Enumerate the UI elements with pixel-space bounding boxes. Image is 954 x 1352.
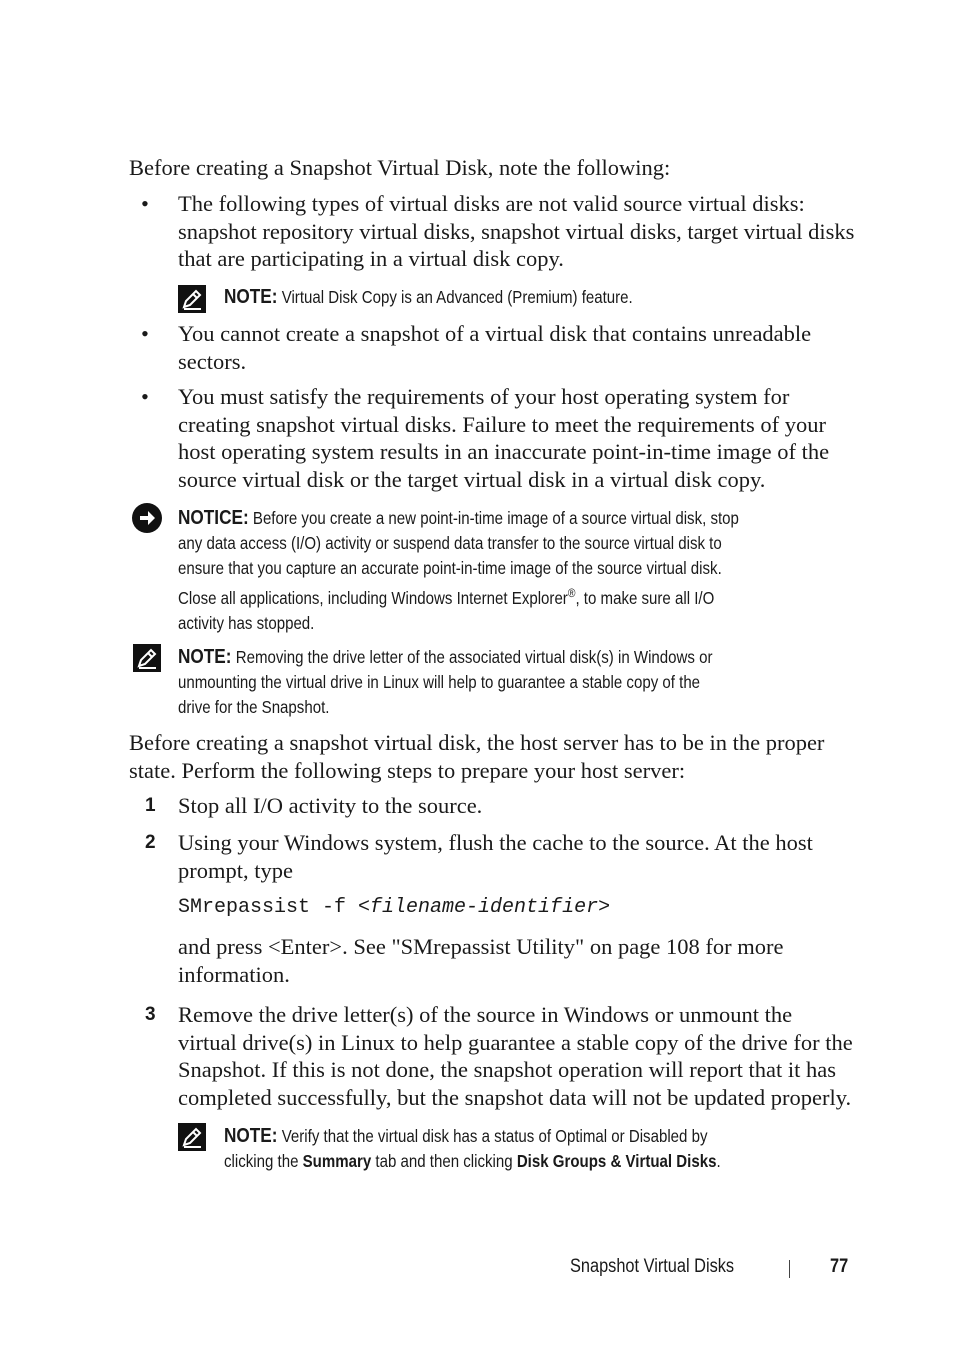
bullet-line: creating snapshot virtual disks. Failure to meet the requirements of your xyxy=(178,411,826,437)
note-3 xyxy=(224,1124,721,1174)
pencil-note-icon xyxy=(178,1123,206,1151)
bullet-line: source virtual disk or the target virtual disk in a virtual disk copy. xyxy=(178,466,766,492)
arrow-notice-icon xyxy=(132,503,162,533)
bullet-mark: • xyxy=(141,384,149,409)
prep-paragraph xyxy=(129,729,824,784)
notice-line: Close all applications, including Windows Internet Explorer xyxy=(178,587,568,608)
after-command xyxy=(178,933,784,988)
para-line: information. xyxy=(178,961,290,987)
pencil-note-icon xyxy=(133,644,161,672)
command-prefix: SMrepassist -f < xyxy=(178,896,371,919)
notice-line: any data access (I/O) activity or suspend data transfer to the source virtual disk to xyxy=(178,533,722,553)
footer-divider xyxy=(789,1260,790,1278)
note-2 xyxy=(178,645,712,720)
step-2 xyxy=(178,829,813,884)
bullet-line: You cannot create a snapshot of a virtual disk that contains unreadable xyxy=(178,321,812,346)
bullet-line: The following types of virtual disks are not valid source virtual disks: xyxy=(178,191,805,216)
intro-text: Before creating a Snapshot Virtual Disk, note the following: xyxy=(129,155,671,180)
step-number: 2 xyxy=(145,832,156,853)
bullet-mark: • xyxy=(141,191,149,216)
notice-line: , to make sure all I/O xyxy=(575,587,715,608)
bullet-3 xyxy=(178,383,829,493)
notice-line: Before you create a new point-in-time image of a source virtual disk, stop xyxy=(252,508,739,528)
para-line: and press <Enter>. See "SMrepassist Utility" on page 108 for more xyxy=(178,934,784,959)
step-line: Remove the drive letter(s) of the source in Windows or unmount the xyxy=(178,1002,793,1027)
note-label: NOTE: xyxy=(224,1125,278,1147)
note-line: drive for the Snapshot. xyxy=(178,697,330,717)
note-line: Removing the drive letter of the associated virtual disk(s) in Windows or xyxy=(235,647,713,667)
note-text: clicking the xyxy=(224,1151,303,1171)
command-arg: filename-identifier xyxy=(370,896,599,919)
pencil-note-icon xyxy=(178,285,206,313)
step-line: prompt, type xyxy=(178,857,293,883)
bullet-line: that are participating in a virtual disk copy. xyxy=(178,246,564,271)
note-text: Virtual Disk Copy is an Advanced (Premium) feature. xyxy=(281,287,633,307)
disk-groups-ref: Disk Groups & Virtual Disks xyxy=(516,1151,717,1171)
bullet-2 xyxy=(178,320,811,375)
bullet-line: host operating system results in an inaccurate point-in-time image of the xyxy=(178,439,830,464)
bullet-1 xyxy=(178,190,854,273)
step-line: completed successfully, but the snapshot data will not be updated properly. xyxy=(178,1084,852,1110)
bullet-line: snapshot repository virtual disks, snapshot virtual disks, target virtual disks xyxy=(178,218,855,244)
note-line: Verify that the virtual disk has a status of Optimal or Disabled by xyxy=(281,1126,708,1146)
notice-label: NOTICE: xyxy=(178,507,249,529)
registered-mark: ® xyxy=(567,586,576,600)
bullet-line: You must satisfy the requirements of your host operating system for xyxy=(178,384,790,409)
summary-tab-ref: Summary xyxy=(302,1151,372,1171)
step-number: 1 xyxy=(145,795,156,816)
footer-section: Snapshot Virtual Disks xyxy=(570,1256,735,1277)
para-line: state. Perform the following steps to prepare your host server: xyxy=(129,757,686,783)
bullet-line: sectors. xyxy=(178,348,247,374)
step-number: 3 xyxy=(145,1004,156,1025)
note-text: tab and then clicking xyxy=(371,1151,517,1171)
step-line: Snapshot. If this is not done, the snapshot operation will report that it has xyxy=(178,1057,837,1082)
step-line: virtual drive(s) in Linux to help guarantee a stable copy of the drive for the xyxy=(178,1029,853,1055)
note-label: NOTE: xyxy=(178,646,232,668)
notice-line: ensure that you capture an accurate point-in-time image of the source virtual disk. xyxy=(178,558,722,578)
para-line: Before creating a snapshot virtual disk, the host server has to be in the proper xyxy=(129,730,825,755)
notice-block xyxy=(178,506,739,636)
bullet-mark: • xyxy=(141,321,149,346)
notice-line: activity has stopped. xyxy=(178,612,315,633)
note-1 xyxy=(224,285,633,310)
page-number: 77 xyxy=(830,1256,849,1277)
command-line xyxy=(178,894,610,921)
step-1: Stop all I/O activity to the source. xyxy=(178,793,483,818)
step-3 xyxy=(178,1001,853,1111)
command-suffix: > xyxy=(598,896,611,919)
note-label: NOTE: xyxy=(224,286,278,308)
note-text: . xyxy=(716,1151,721,1171)
step-line: Using your Windows system, flush the cache to the source. At the host xyxy=(178,830,813,855)
note-line: unmounting the virtual drive in Linux will help to guarantee a stable copy of the xyxy=(178,672,701,692)
